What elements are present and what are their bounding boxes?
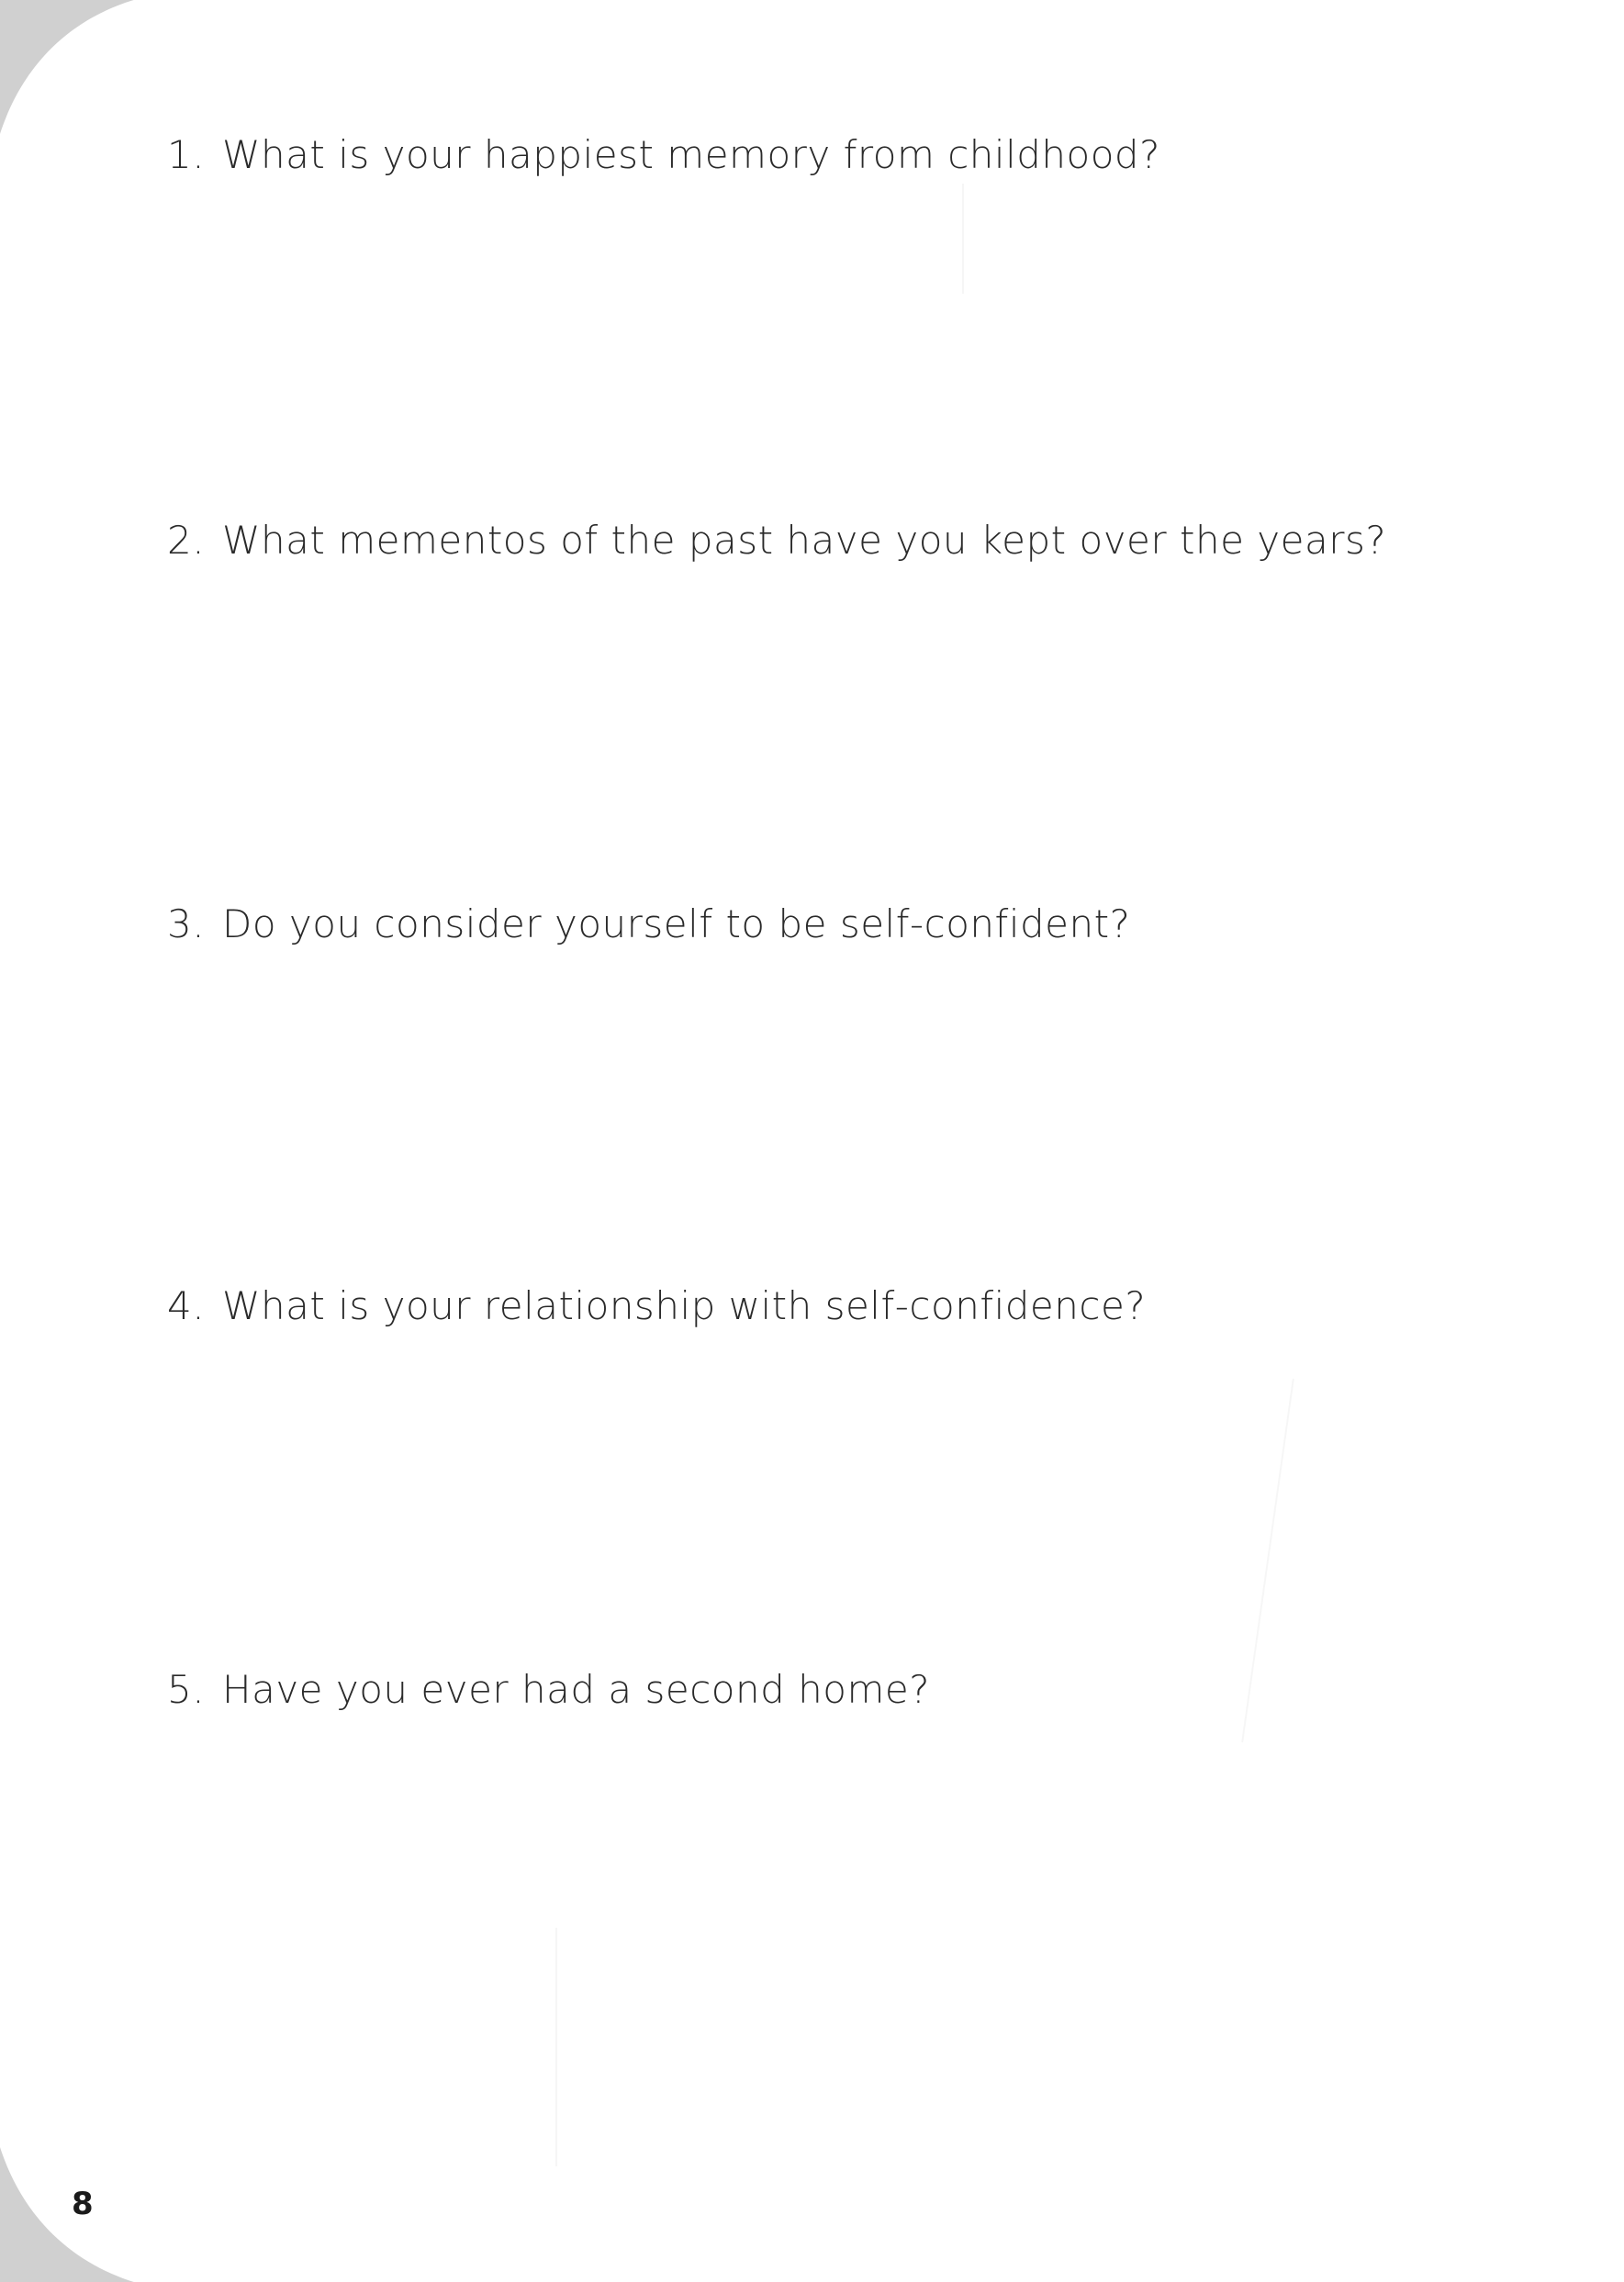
scan-streak [1241, 1379, 1294, 1742]
scan-streak [962, 184, 964, 294]
question-number: 4. [167, 1283, 206, 1328]
question-5 [167, 1667, 930, 1712]
question-text: What is your relationship with self-confidence? [222, 1283, 1147, 1328]
scan-edge-shadow-top [0, 0, 137, 137]
question-number: 2. [167, 518, 206, 563]
question-2 [167, 518, 1387, 563]
question-text: Do you consider yourself to be self-confident? [222, 901, 1131, 946]
question-text: What is your happiest memory from childhood? [222, 132, 1160, 177]
question-number: 3. [167, 901, 206, 946]
question-4 [167, 1283, 1147, 1328]
page-number: 8 [72, 2186, 94, 2222]
question-text: What mementos of the past have you kept over the years? [222, 518, 1387, 563]
question-text: Have you ever had a second home? [222, 1667, 930, 1712]
question-number: 5. [167, 1667, 206, 1712]
question-3 [167, 901, 1131, 946]
scan-streak [555, 1928, 557, 2166]
scan-edge-shadow-bottom [0, 2144, 137, 2282]
question-1 [167, 132, 1160, 177]
question-number: 1. [167, 132, 206, 177]
